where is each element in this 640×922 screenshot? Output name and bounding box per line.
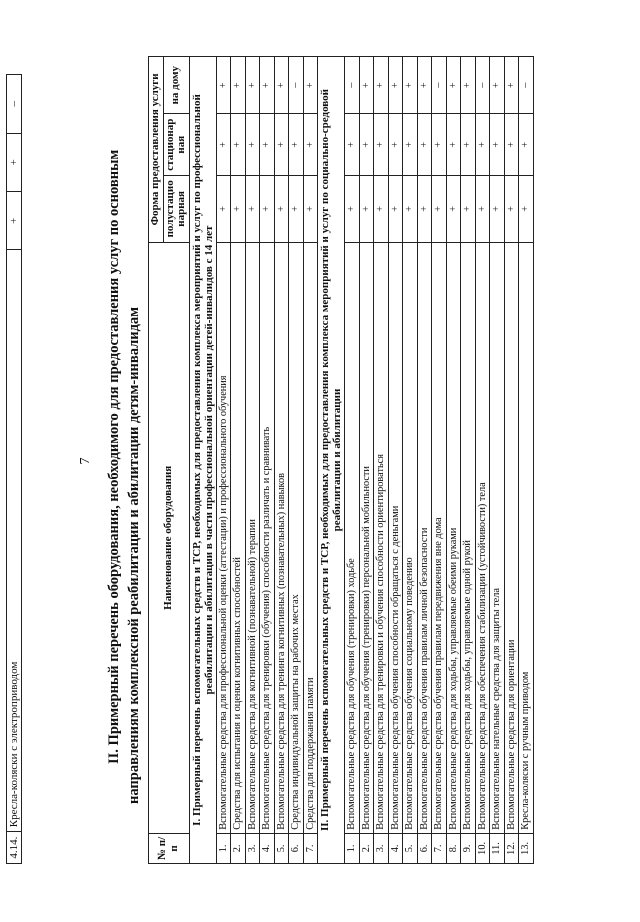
row-number: 7. — [432, 833, 447, 863]
table-row — [475, 57, 490, 864]
row-form1-mark: + — [432, 175, 447, 242]
row-form2-mark: + — [260, 114, 275, 176]
row-equipment-name: Вспомогательные средства для профессиональной оценки (аттестации) и профессионального обучения — [216, 242, 231, 833]
row-number: 4. — [260, 833, 275, 863]
table-row — [359, 57, 374, 864]
row-form2-mark: + — [345, 114, 360, 176]
header-form3: на дому — [163, 57, 189, 114]
row-form3-mark: + — [303, 57, 318, 114]
row-form2-mark: + — [289, 114, 304, 176]
table-row — [374, 57, 389, 864]
row-equipment-name: Средства для испытания и оценки когнитивных способностей — [231, 242, 246, 833]
row-number: 2. — [231, 833, 246, 863]
continuation-row-table — [6, 74, 22, 864]
row-form1-mark: + — [504, 175, 519, 242]
row-form1-mark: + — [417, 175, 432, 242]
row-form3-mark: + — [417, 57, 432, 114]
row-equipment-name: Вспомогательные средства для обучения (тренировки) персональной мобильности — [359, 242, 374, 833]
row-form1-mark: + — [7, 192, 22, 250]
row-equipment-name: Вспомогательные средства обучения правилам передвижения вне дома — [432, 242, 447, 833]
table-row — [231, 57, 246, 864]
row-form3-mark: + — [446, 57, 461, 114]
row-equipment-name: Кресла-коляски с ручным приводом — [519, 242, 534, 833]
row-number: 1. — [216, 833, 231, 863]
row-form3-mark: + — [231, 57, 246, 114]
row-form3-mark: + — [245, 57, 260, 114]
row-number: 3. — [245, 833, 260, 863]
row-form2-mark: + — [504, 114, 519, 176]
table-row — [260, 57, 275, 864]
row-form3-mark: – — [7, 75, 22, 134]
section1-title: I. Примерный перечень вспомогательных средств и ТСР, необходимых для предоставления комплекса мероприятий и услуг по профессиональной реабилитации и абилитации в части профессиональной ориентации детей-инвалидов с 14 лет — [189, 57, 216, 864]
row-form2-mark: + — [446, 114, 461, 176]
table-row — [289, 57, 304, 864]
row-form1-mark: + — [461, 175, 476, 242]
row-equipment-name: Вспомогательные средства для обучения (тренировки) ходьбе — [345, 242, 360, 833]
table-row — [417, 57, 432, 864]
table-row — [7, 75, 22, 864]
table-row — [504, 57, 519, 864]
table-row — [388, 57, 403, 864]
row-form3-mark: + — [403, 57, 418, 114]
row-equipment-name: Вспомогательные средства для ходьбы, управляемые одной рукой — [461, 242, 476, 833]
table-row — [303, 57, 318, 864]
page-number: 7 — [78, 457, 93, 465]
row-number: 12. — [504, 833, 519, 863]
row-form2-mark: + — [490, 114, 505, 176]
row-number: 3. — [374, 833, 389, 863]
row-form1-mark: + — [303, 175, 318, 242]
row-form2-mark: + — [417, 114, 432, 176]
row-equipment-name: Средства для поддержания памяти — [303, 242, 318, 833]
row-form2-mark: + — [303, 114, 318, 176]
table-row — [274, 57, 289, 864]
row-equipment-name: Вспомогательные средства для тренировки и обучения способности ориентироваться — [374, 242, 389, 833]
section2-title-row — [318, 57, 345, 864]
row-number: 10. — [475, 833, 490, 863]
row-number: 4. — [388, 833, 403, 863]
row-form3-mark: + — [274, 57, 289, 114]
table-row — [432, 57, 447, 864]
row-form2-mark: + — [388, 114, 403, 176]
header-equipment-name: Наименование оборудования — [149, 242, 190, 833]
row-form2-mark: + — [216, 114, 231, 176]
row-number: 5. — [403, 833, 418, 863]
row-form2-mark: + — [374, 114, 389, 176]
table-row — [345, 57, 360, 864]
header-number: № п/п — [149, 833, 190, 863]
row-form2-mark: + — [245, 114, 260, 176]
row-form3-mark: + — [504, 57, 519, 114]
header-forms-group: Форма предоставления услуги — [149, 57, 164, 243]
table-row — [446, 57, 461, 864]
row-form1-mark: + — [403, 175, 418, 242]
row-equipment-name: Вспомогательные средства для тренировки (обучения) способности различать и сравнивать — [260, 242, 275, 833]
row-number: 9. — [461, 833, 476, 863]
row-form1-mark: + — [245, 175, 260, 242]
row-equipment-name: Вспомогательные средства обучения способности обращаться с деньгами — [388, 242, 403, 833]
section1-title-row — [189, 57, 216, 864]
row-number: 5. — [274, 833, 289, 863]
row-equipment-name: Вспомогательные средства для тренинга когнитивных (познавательных) навыков — [274, 242, 289, 833]
row-equipment-name: Вспомогательные средства для когнитивной (познавательной) терапии — [245, 242, 260, 833]
row-equipment-name: Средства индивидуальной защиты на рабочих местах — [289, 242, 304, 833]
row-equipment-name: Кресла-коляски с электроприводом — [7, 250, 22, 832]
row-form3-mark: – — [289, 57, 304, 114]
row-form3-mark: + — [260, 57, 275, 114]
row-equipment-name: Вспомогательные средства для обеспечения стабилизации (устойчивости) тела — [475, 242, 490, 833]
row-number: 4.14. — [7, 832, 22, 864]
row-form3-mark: + — [374, 57, 389, 114]
row-form1-mark: + — [475, 175, 490, 242]
row-form2-mark: + — [519, 114, 534, 176]
row-form3-mark: – — [519, 57, 534, 114]
equipment-table — [148, 56, 534, 864]
row-form3-mark: + — [388, 57, 403, 114]
section-heading: II. Примерный перечень оборудования, необходимого для предоставления услуг по основным направлениям комплексной реабилитации и абилитации детям-инвалидам — [106, 149, 142, 804]
row-form1-mark: + — [345, 175, 360, 242]
row-form2-mark: + — [359, 114, 374, 176]
row-form3-mark: + — [490, 57, 505, 114]
row-number: 6. — [289, 833, 304, 863]
row-form2-mark: + — [274, 114, 289, 176]
row-number: 13. — [519, 833, 534, 863]
row-form2-mark: + — [403, 114, 418, 176]
row-number: 6. — [417, 833, 432, 863]
row-form1-mark: + — [359, 175, 374, 242]
row-equipment-name: Вспомогательные нательные средства для защиты тела — [490, 242, 505, 833]
section2-title: II. Примерный перечень вспомогательных средств и ТСР, необходимых для предоставления комплекса мероприятий и услуг по социально-средовой реабилитации и абилитации — [318, 57, 345, 864]
row-form1-mark: + — [274, 175, 289, 242]
row-form1-mark: + — [490, 175, 505, 242]
row-equipment-name: Вспомогательные средства обучения социальному поведению — [403, 242, 418, 833]
row-number: 1. — [345, 833, 360, 863]
table-header-row — [149, 57, 164, 864]
row-number: 2. — [359, 833, 374, 863]
row-form2-mark: + — [461, 114, 476, 176]
row-form1-mark: + — [388, 175, 403, 242]
row-form2-mark: + — [432, 114, 447, 176]
row-form3-mark: + — [461, 57, 476, 114]
table-row — [490, 57, 505, 864]
row-form1-mark: + — [231, 175, 246, 242]
row-form1-mark: + — [446, 175, 461, 242]
row-equipment-name: Вспомогательные средства для ориентации — [504, 242, 519, 833]
row-form2-mark: + — [475, 114, 490, 176]
table-row — [519, 57, 534, 864]
table-row — [403, 57, 418, 864]
row-equipment-name: Вспомогательные средства для ходьбы, управляемые обеими руками — [446, 242, 461, 833]
row-form1-mark: + — [289, 175, 304, 242]
row-number: 11. — [490, 833, 505, 863]
row-number: 7. — [303, 833, 318, 863]
row-form3-mark: – — [345, 57, 360, 114]
row-equipment-name: Вспомогательные средства обучения правилам личной безопасности — [417, 242, 432, 833]
row-form3-mark: – — [432, 57, 447, 114]
header-form2: стационар ная — [163, 114, 189, 176]
row-form1-mark: + — [519, 175, 534, 242]
row-form1-mark: + — [374, 175, 389, 242]
row-form1-mark: + — [216, 175, 231, 242]
header-form1: полустацио нарная — [163, 175, 189, 242]
row-form3-mark: – — [475, 57, 490, 114]
table-row — [245, 57, 260, 864]
table-row — [216, 57, 231, 864]
row-form2-mark: + — [231, 114, 246, 176]
row-form3-mark: + — [359, 57, 374, 114]
row-form2-mark: + — [7, 133, 22, 191]
row-form3-mark: + — [216, 57, 231, 114]
table-row — [461, 57, 476, 864]
row-form1-mark: + — [260, 175, 275, 242]
row-number: 8. — [446, 833, 461, 863]
